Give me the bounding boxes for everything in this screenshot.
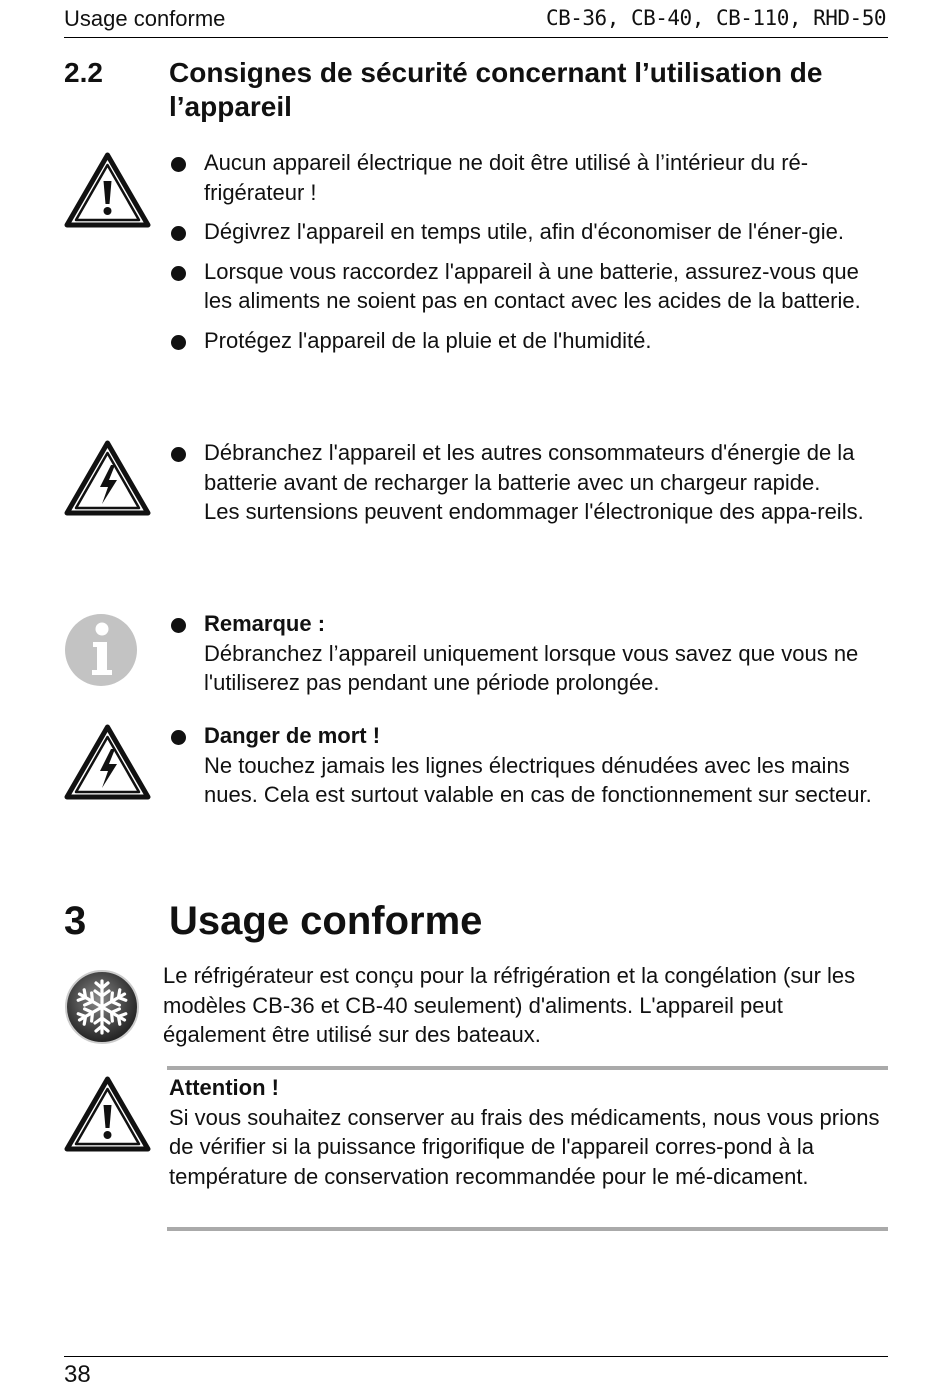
- list-item: [169, 438, 885, 527]
- safety-list-general: [169, 148, 885, 365]
- danger-list: [169, 721, 885, 820]
- bullet-icon: [171, 730, 186, 745]
- list-item-text: Lorsque vous raccordez l'appareil à une batterie, assurez-vous que les aliments ne soient pas en contact avec les acides de la batterie.: [204, 258, 861, 313]
- header-rule: [64, 37, 888, 38]
- bullet-icon: [171, 266, 186, 281]
- attention-text: Si vous souhaitez conserver au frais des médicaments, nous vous prions de vérifier si la puissance frigorifique de l'appareil corres-pond à la température de conservation recommandée pour le mé-dicament.: [169, 1104, 880, 1189]
- note-list: [169, 609, 885, 708]
- bullet-icon: [171, 226, 186, 241]
- electric-hazard-icon: [64, 724, 151, 800]
- section-2-2-number: 2.2: [64, 57, 103, 88]
- attention-title: Attention !: [169, 1075, 279, 1100]
- bullet-icon: [171, 618, 186, 633]
- list-item: [169, 721, 885, 810]
- list-item: [169, 217, 885, 247]
- bullet-icon: [171, 447, 186, 462]
- header-section-title: Usage conforme: [64, 6, 226, 31]
- header-models: CB-36, CB-40, CB-110, RHD-50: [545, 6, 886, 30]
- section-3-number: 3: [64, 899, 87, 943]
- page-number: 38: [64, 1361, 91, 1388]
- list-item-text: Les surtensions peuvent endommager l'électronique des appa-reils.: [204, 499, 864, 524]
- footer-rule: [64, 1356, 888, 1357]
- section-3-title: Usage conforme: [169, 899, 483, 943]
- note-title: Remarque :: [204, 611, 326, 636]
- danger-text: Ne touchez jamais les lignes électriques dénudées avec les mains nues. Cela est surtout valable en cas de fonctionnement sur secteur.: [204, 752, 872, 807]
- safety-list-battery: [169, 438, 885, 537]
- list-item-text: Dégivrez l'appareil en temps utile, afin d'économiser de l'éner-gie.: [204, 219, 844, 244]
- section-2-2-title: Consignes de sécurité concernant l’utilisation de l’appareil: [169, 57, 823, 122]
- list-item: [169, 609, 885, 698]
- warning-triangle-icon: [64, 152, 151, 228]
- list-item: [169, 257, 885, 316]
- note-text: Débranchez l’appareil uniquement lorsque vous savez que vous ne l'utiliserez pas pendant une période prolongée.: [204, 640, 859, 695]
- danger-title: Danger de mort !: [204, 723, 381, 748]
- electric-hazard-icon: [64, 440, 151, 516]
- bullet-icon: [171, 335, 186, 350]
- attention-box: [169, 1073, 887, 1191]
- list-item: [169, 326, 885, 356]
- attention-bottom-rule: [167, 1227, 888, 1231]
- list-item-text: Aucun appareil électrique ne doit être utilisé à l’intérieur du ré-frigérateur !: [204, 150, 809, 205]
- warning-triangle-icon: [64, 1076, 151, 1152]
- list-item-text: Débranchez l'appareil et les autres consommateurs d'énergie de la batterie avant de recharger la batterie avec un chargeur rapide.: [204, 440, 855, 495]
- snowflake-icon: [64, 968, 140, 1046]
- info-icon: [64, 613, 138, 687]
- attention-top-rule: [167, 1066, 888, 1070]
- bullet-icon: [171, 157, 186, 172]
- list-item-text: Protégez l'appareil de la pluie et de l'humidité.: [204, 327, 652, 353]
- list-item: [169, 148, 885, 207]
- intended-use-paragraph: Le réfrigérateur est conçu pour la réfrigération et la congélation (sur les modèles CB-36 et CB-40 seulement) d'aliments. L'appareil peut également être utilisé sur des bateaux.: [163, 963, 856, 1047]
